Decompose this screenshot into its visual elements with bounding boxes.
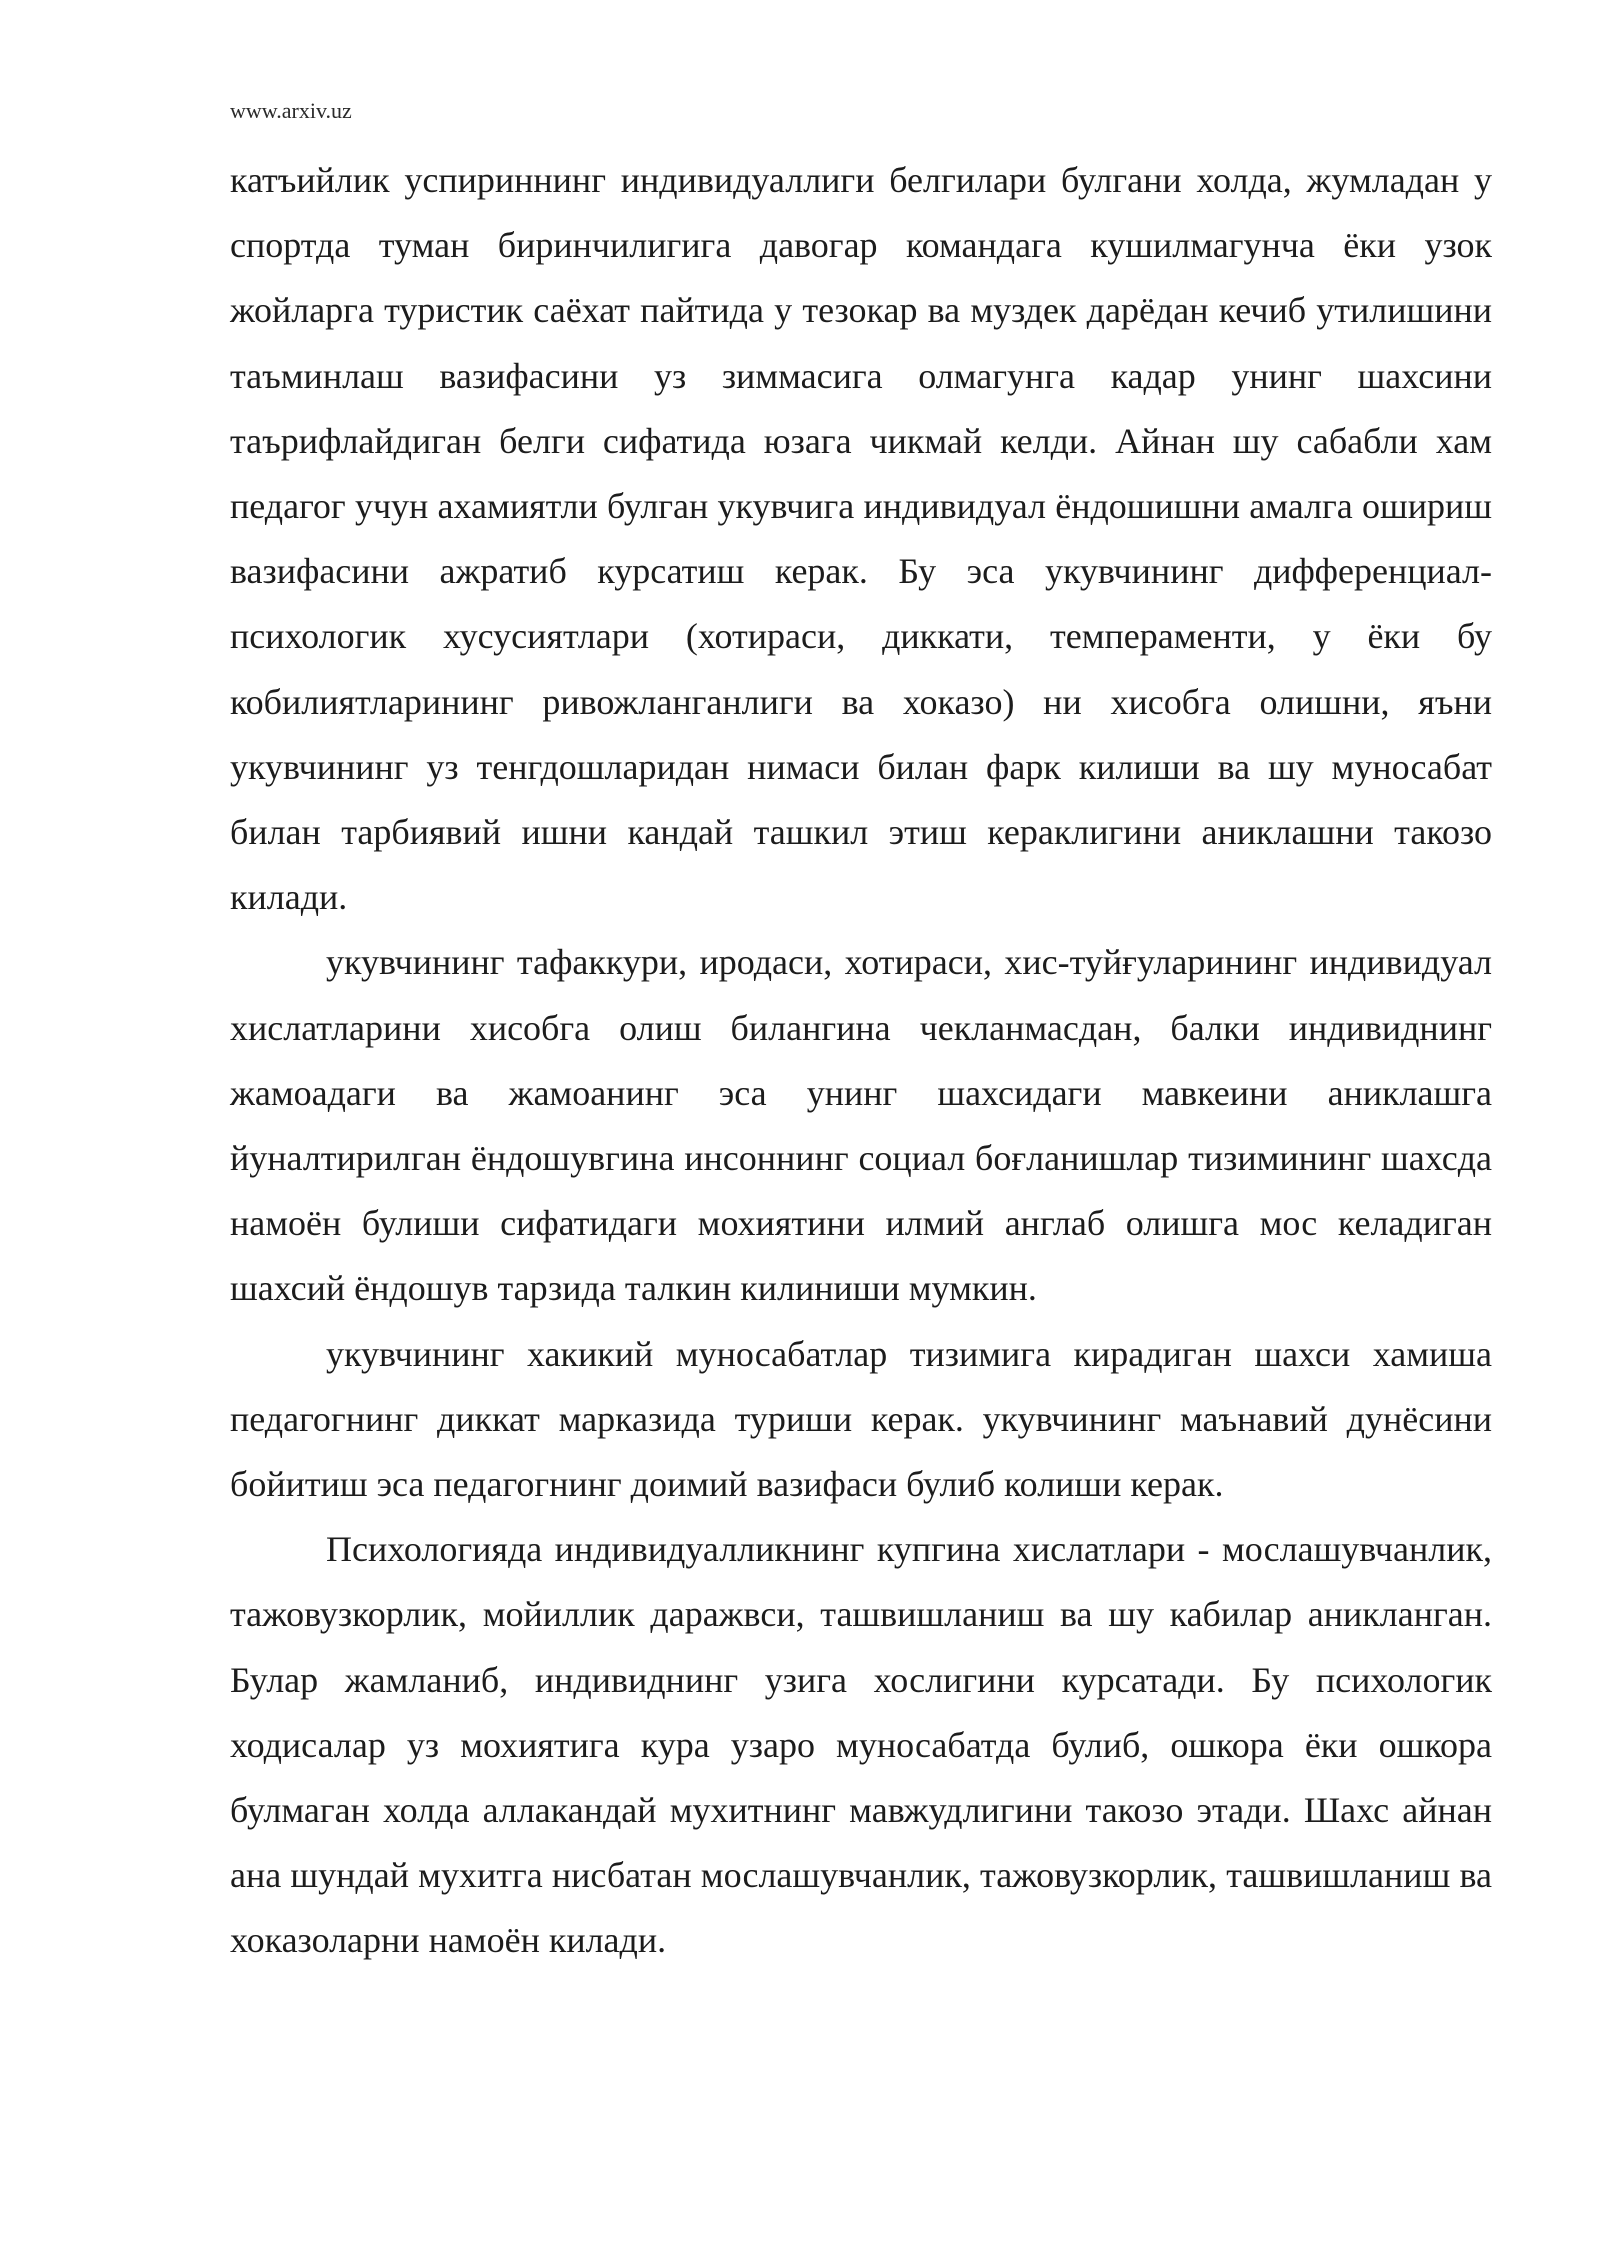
paragraph-3: укувчининг хакикий муносабатлар тизимига кирадиган шахси хамиша педагогнинг диккат марказида туриши керак. укувчининг маънавий дунёсини бойитиш эса педагогнинг доимий вазифаси булиб колиши керак.: [230, 1333, 1492, 1505]
paragraph-1: катъийлик успириннинг индивидуаллиги белгилари булгани холда, жумладан у спортда туман биринчилигига давогар командага кушилмагунча ёки узок жойларга туристик саёхат пайтида у тезокар ва муздек дарёдан кечиб утилишини таъминлаш вазифасини уз зиммасига олмагунга кадар унинг шахсини таърифлайдиган белги сифатида юзага чикмай келди. Айнан шу сабабли хам педагог учун ахамиятли булган укувчига индивидуал ёндошишни амалга ошириш вазифасини ажратиб курсатиш керак. Бу эса укувчининг дифференциал-психологик хусусиятлари (хотираси, диккати, темпераменти, у ёки бу кобилиятларининг ривожланганлиги ва хоказо) ни хисобга олишни, яъни укувчининг уз тенгдошларидан нимаси билан фарк килиши ва шу муносабат билан тарбиявий ишни кандай ташкил этиш кераклигини аниклашни такозо килади.: [230, 160, 1492, 918]
paragraph-2: укувчининг тафаккури, иродаси, хотираси, хис-туйғуларининг индивидуал хислатларини хисобга олиш билангина чекланмасдан, балки индивиднинг жамоадаги ва жамоанинг эса унинг шахсидаги мавкеини аниклашга йуналтирилган ёндошувгина инсоннинг социал боғланишлар тизимининг шахсда намоён булиши сифатидаги мохиятини илмий англаб олишга мос келадиган шахсий ёндошув тарзида талкин килиниши мумкин.: [230, 942, 1492, 1309]
text-body: [230, 148, 1492, 1974]
page-header-site: www.arxiv.uz: [230, 98, 352, 123]
paragraph-4: Психологияда индивидуалликнинг купгина хислатлари - мослашувчанлик, тажовузкорлик, мойиллик даражвси, ташвишланиш ва шу кабилар аникланган. Булар жамланиб, индивиднинг узига хослигини курсатади. Бу психологик ходисалар уз мохиятига кура узаро муносабатда булиб, ошкора ёки ошкора булмаган холда аллакандай мухитнинг мавжудлигини такозо этади. Шахс айнан ана шундай мухитга нисбатан мослашувчанлик, тажовузкорлик, ташвишланиш ва хоказоларни намоён килади.: [230, 1529, 1492, 1961]
